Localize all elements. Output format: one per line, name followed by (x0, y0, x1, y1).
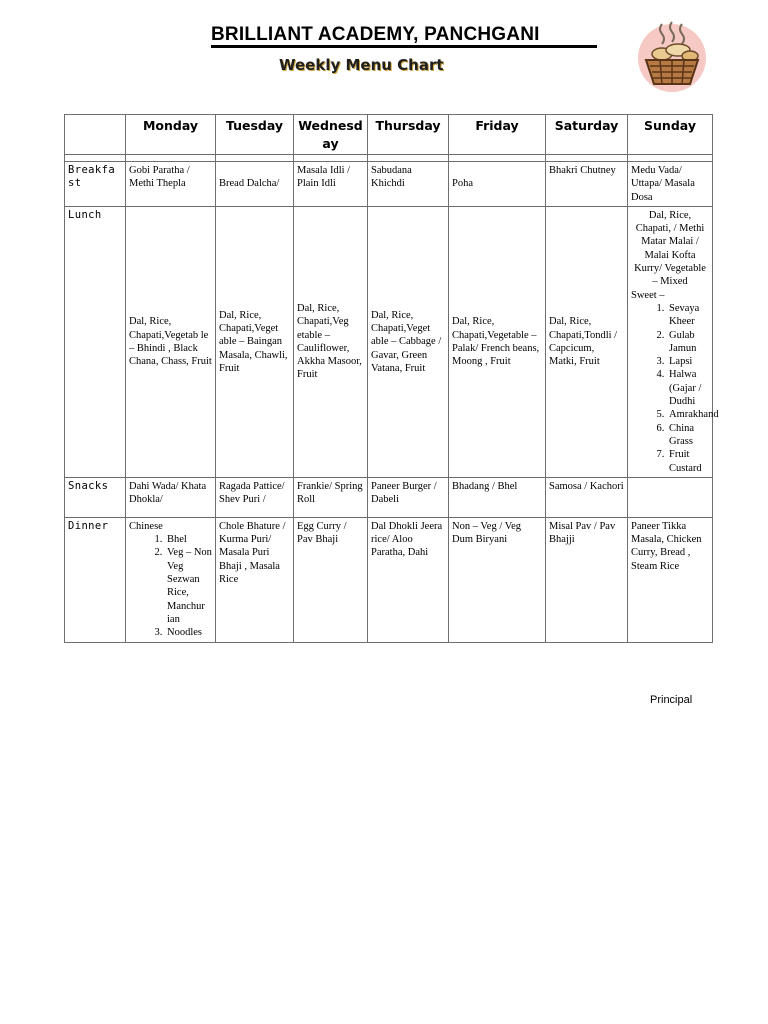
list-item: 7. Fruit Custard (667, 448, 709, 475)
menu-cell: Dal, Rice, Chapati,Vegetab le – Bhindi , Black Chana, Chass, Fruit (126, 206, 216, 477)
list-item: 5. Amrakhand (667, 408, 709, 421)
bread-basket-icon (632, 14, 712, 94)
meal-label: Breakfa st (65, 162, 126, 207)
list-item: 1. Sevaya Kheer (667, 302, 709, 329)
breakfast-row (65, 162, 713, 207)
lunch-row (65, 206, 713, 477)
menu-cell: Dal, Rice, Chapati,Veget able – Baingan Masala, Chawli, Fruit (216, 206, 294, 477)
menu-cell: Poha (449, 162, 546, 207)
day-header: Sunday (628, 115, 713, 155)
menu-cell: Bhadang / Bhel (449, 477, 546, 517)
day-header: Saturday (546, 115, 628, 155)
menu-cell: Dal, Rice, Chapati,Vegetable – Palak/ French beans, Moong , Fruit (449, 206, 546, 477)
list-item: 2. Veg – Non Veg Sezwan Rice, Manchur ian (165, 546, 212, 626)
menu-cell: Dal Dhokli Jeera rice/ Aloo Paratha, Dahi (368, 517, 449, 642)
day-header: Friday (449, 115, 546, 155)
menu-cell: Bhakri Chutney (546, 162, 628, 207)
menu-cell: Frankie/ Spring Roll (294, 477, 368, 517)
menu-cell: Sabudana Khichdi (368, 162, 449, 207)
list-item: 6. China Grass (667, 422, 709, 449)
menu-cell (628, 477, 713, 517)
menu-cell: Masala Idli / Plain Idli (294, 162, 368, 207)
list-item: 2. Gulab Jamun (667, 329, 709, 356)
menu-cell: Chole Bhature / Kurma Puri/ Masala Puri Bhaji , Masala Rice (216, 517, 294, 642)
menu-cell: Paneer Tikka Masala, Chicken Curry, Bread , Steam Rice (628, 517, 713, 642)
menu-cell: Egg Curry / Pav Bhaji (294, 517, 368, 642)
header-row (65, 115, 713, 155)
sweet-list (631, 302, 719, 475)
menu-cell: Dal, Rice, Chapati,Veget able – Cabbage / Gavar, Green Vatana, Fruit (368, 206, 449, 477)
day-header: Wednesd ay (294, 115, 368, 155)
list-item: 3. Lapsi (667, 355, 709, 368)
menu-cell: Dal, Rice, Chapati,Veg etable – Cauliflower, Akkha Masoor, Fruit (294, 206, 368, 477)
day-header: Thursday (368, 115, 449, 155)
menu-cell: Ragada Pattice/ Shev Puri / (216, 477, 294, 517)
sunday-lunch-main: Dal, Rice, Chapati, / Methi Matar Malai / Malai Kofta Kurry/ Vegetable – Mixed (634, 209, 706, 288)
menu-cell: Non – Veg / Veg Dum Biryani (449, 517, 546, 642)
menu-cell-sunday-lunch (628, 206, 719, 477)
list-item: 3. Noodles (165, 626, 212, 639)
meal-label: Dinner (65, 517, 126, 642)
dinner-list (129, 533, 212, 639)
menu-cell: Misal Pav / Pav Bhajji (546, 517, 628, 642)
day-header: Monday (126, 115, 216, 155)
principal-signature-label: Principal (650, 694, 693, 706)
menu-cell: Dal, Rice, Chapati,Tondli / Capcicum, Matki, Fruit (546, 206, 628, 477)
weekly-menu-table (64, 114, 719, 643)
meal-label: Snacks (65, 477, 126, 517)
menu-cell: Bread Dalcha/ (216, 162, 294, 207)
list-item: 4. Halwa (Gajar / Dudhi (667, 368, 709, 408)
page-title: BRILLIANT ACADEMY, PANCHGANI (211, 24, 540, 45)
title-underline (211, 45, 597, 48)
menu-cell: Medu Vada/ Uttapa/ Masala Dosa (628, 162, 713, 207)
sweet-label: Sweet – (631, 289, 665, 301)
menu-cell: Paneer Burger / Dabeli (368, 477, 449, 517)
menu-cell: Dahi Wada/ Khata Dhokla/ (126, 477, 216, 517)
day-header: Tuesday (216, 115, 294, 155)
list-item: 1. Bhel (165, 533, 212, 546)
snacks-row (65, 477, 713, 517)
menu-cell: Samosa / Kachori (546, 477, 628, 517)
meal-label: Lunch (65, 206, 126, 477)
menu-cell-monday-dinner (126, 517, 216, 642)
dinner-row (65, 517, 713, 642)
corner-cell (65, 115, 126, 155)
page-subtitle: Weekly Menu Chart (279, 56, 444, 74)
menu-cell: Gobi Paratha / Methi Thepla (126, 162, 216, 207)
dinner-category: Chinese (129, 520, 163, 532)
